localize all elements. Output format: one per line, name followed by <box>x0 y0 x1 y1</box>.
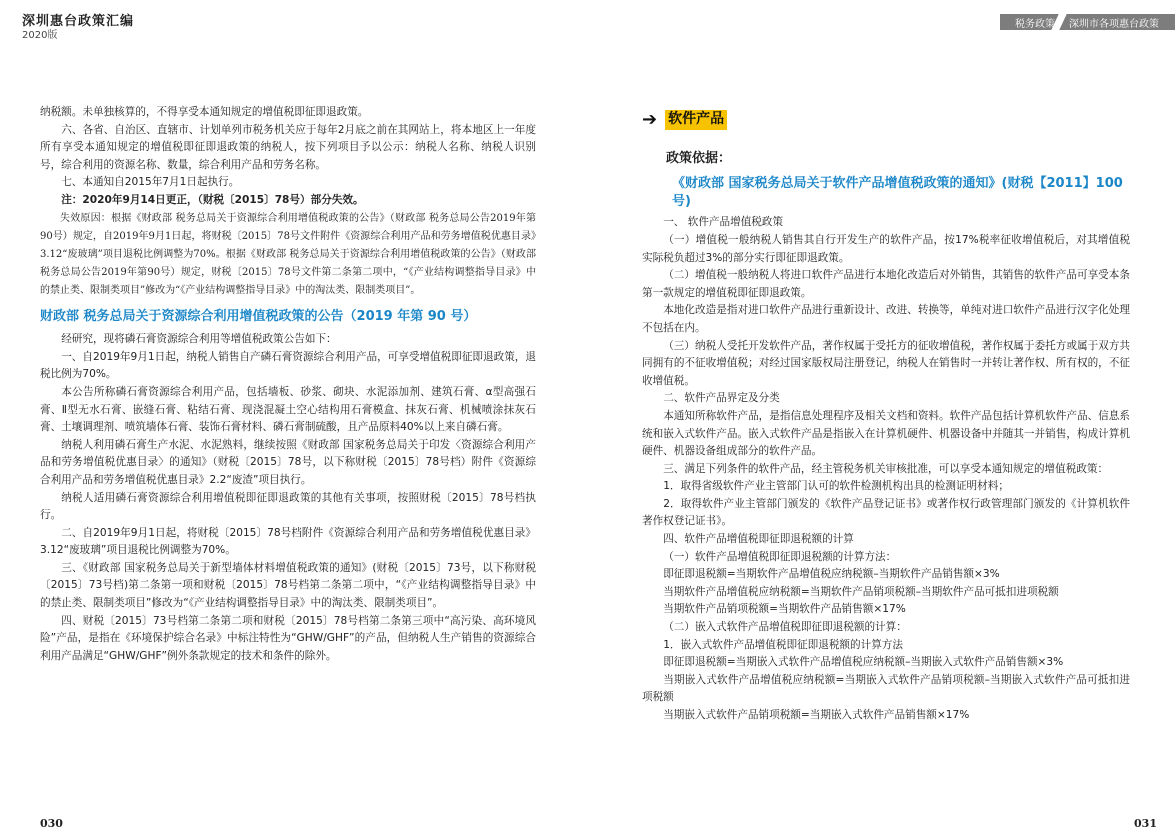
paragraph: （一）软件产品增值税即征即退税额的计算方法： <box>663 550 897 563</box>
paragraph: 纳税额。未单独核算的，不得享受本通知规定的增值税即征即退政策。 <box>40 106 369 118</box>
paragraph: 二、软件产品界定及分类 <box>663 392 780 405</box>
paragraph: 纳税人利用磷石膏生产水泥、水泥熟料，继续按照《财政部 国家税务总局关于印发〈资源综合利用产品和劳务增值税优惠目录〉的通知》（财税〔2015〕78号，以下称财税〔2015〕78号档）附件《资源综合利用产品和劳务增值税优惠目录》2.2“废渣”项目执行。 <box>40 438 536 486</box>
paragraph: 本地化改造是指对进口软件产品进行重新设计、改进、转换等，单纯对进口软件产品进行汉字化处理不包括在内。 <box>642 304 1130 334</box>
paragraph: 纳税人适用磷石膏资源综合利用增值税即征即退政策的其他有关事项，按照财税〔2015〕78号档执行。 <box>40 491 536 522</box>
paragraph: 三、满足下列条件的软件产品，经主管税务机关审核批准，可以享受本通知规定的增值税政策： <box>663 462 1109 475</box>
paragraph: 当期嵌入式软件产品增值税应纳税额=当期嵌入式软件产品销项税额–当期嵌入式软件产品可抵扣进项税额 <box>642 673 1130 704</box>
paragraph: 当期软件产品增值税应纳税额=当期软件产品销项税额–当期软件产品可抵扣进项税额 <box>663 585 1059 598</box>
paragraph: 本公告所称磷石膏资源综合利用产品，包括墙板、砂浆、砌块、水泥添加剂、建筑石膏、α型高强石膏、Ⅱ型无水石膏、嵌缝石膏、粘结石膏、现浇混凝土空心结构用石膏模盒、抹灰石膏、机械喷涂抹灰石膏、土壤调理剂、喷筑墙体石膏、装饰石膏材料、磷石膏制硫酸，且产品原料40%以上来自磷石膏。 <box>40 385 536 434</box>
paragraph: 1．嵌入式软件产品增值税即征即退税额的计算方法 <box>663 638 903 651</box>
paragraph: 当期嵌入式软件产品销项税额=当期嵌入式软件产品销售额×17% <box>663 709 970 721</box>
paragraph: 当期软件产品销项税额=当期软件产品销售额×17% <box>663 603 906 616</box>
paragraph: 即征即退税额=当期软件产品增值税应纳税额–当期软件产品销售额×3% <box>663 568 1000 581</box>
publication-year: 2020版 <box>22 30 58 41</box>
page-number-right: 031 <box>1134 817 1157 830</box>
paragraph: 四、软件产品增值税即征即退税额的计算 <box>663 533 854 546</box>
section-title-2019-90: 财政部 税务总局关于资源综合利用增值税政策的公告（2019 年第 90 号） <box>40 308 477 324</box>
paragraph: 七、本通知自2015年7月1日起执行。 <box>61 176 240 189</box>
paragraph: （二）嵌入式软件产品增值税即征即退税额的计算： <box>663 621 907 634</box>
paragraph: （二）增值税一般纳税人将进口软件产品进行本地化改造后对外销售，其销售的软件产品可享受本条第一款规定的增值税即征即退政策。 <box>642 269 1130 299</box>
paragraph: 即征即退税额=当期嵌入式软件产品增值税应纳税额–当期嵌入式软件产品销售额×3% <box>663 656 1064 669</box>
paragraph: 一、 软件产品增值税政策 <box>663 216 784 229</box>
paragraph: 注：2020年9月14日更正，（财税〔2015〕78号）部分失效。 <box>61 193 364 206</box>
policy-basis-label: 政策依据： <box>666 150 732 166</box>
paragraph: 1．取得省级软件产业主管部门认可的软件检测机构出具的检测证明材料； <box>663 480 1009 493</box>
paragraph: 四、财税〔2015〕73号档第二条第二项和财税〔2015〕78号档第二条第三项中“高污染、高环境风险”产品，是指在《环境保护综合名录》中标注特性为“GHW/GHF”的产品，但纳税人生产销售的资源综合利用产品满足“GHW/GHF”例外条款规定的技术和条件的除外。 <box>40 614 536 662</box>
paragraph: 六、各省、自治区、直辖市、计划单列市税务机关应于每年2月底之前在其网站上，将本地区上一年度所有享受本通知规定的增值税即征即退政策的纳税人，按下列项目予以公示：纳税人名称、纳税人识别号，综合利用的资源名称、数量，综合利用产品和劳务名称。 <box>40 123 536 171</box>
paragraph: 一、自2019年9月1日起，纳税人销售自产磷石膏资源综合利用产品，可享受增值税即征即退政策，退税比例为70%。 <box>40 350 536 381</box>
paragraph: 经研究，现将磷石膏资源综合利用等增值税政策公告如下： <box>61 333 337 346</box>
paragraph: 本通知所称软件产品，是指信息处理程序及相关文档和资料。软件产品包括计算机软件产品、信息系统和嵌入式软件产品。嵌入式软件产品是指嵌入在计算机硬件、机器设备中并随其一并销售，构成计算机硬件、机器设备组成部分的软件产品。 <box>642 409 1130 458</box>
right-page-body <box>642 110 1130 725</box>
arrow-right-icon: ➔ <box>642 109 658 130</box>
section-title-2011-100: 《财政部 国家税务总局关于软件产品增值税政策的通知》(财税【2011】100号) <box>672 176 1123 209</box>
paragraph: 2．取得软件产业主管部门颁发的《软件产品登记证书》或著作权行政管理部门颁发的《计算机软件著作权登记证书》。 <box>642 497 1130 528</box>
left-page-body <box>40 104 536 665</box>
paragraph: （一）增值税一般纳税人销售其自行开发生产的软件产品，按17%税率征收增值税后，对其增值税实际税负超过3%的部分实行即征即退政策。 <box>642 233 1130 264</box>
paragraph: （三）纳税人受托开发软件产品，著作权属于受托方的征收增值税，著作权属于委托方或属于双方共同拥有的不征收增值税；对经过国家版权局注册登记，纳税人在销售时一并转让著作权、所有权的，不征收增值税。 <box>642 339 1130 387</box>
software-product-heading <box>642 110 1130 130</box>
heading-label: 软件产品 <box>665 110 727 130</box>
publication-title: 深圳惠台政策汇编 <box>22 14 135 29</box>
tab-region-policies: 深圳市各项惠台政策 <box>1069 19 1159 30</box>
page-number-left: 030 <box>40 817 63 830</box>
paragraph: 三、《财政部 国家税务总局关于新型墙体材料增值税政策的通知》(财税〔2015〕73号，以下称财税〔2015〕73号档)第二条第一项和财税〔2015〕78号档第二条第二项中，“《产业结构调整指导目录》中的禁止类、限制类项目”修改为“《产业结构调整指导目录》中的淘汰类、限制类项目”。 <box>40 561 536 610</box>
paragraph: 二、自2019年9月1日起，将财税〔2015〕78号档附件《资源综合利用产品和劳务增值税优惠目录》3.12“废玻璃”项目退税比例调整为70%。 <box>40 526 536 557</box>
tab-tax-policy: 税务政策 <box>1015 19 1055 30</box>
paragraph: 失效原因：根据《财政部 税务总局关于资源综合利用增值税政策的公告》（财政部 税务总局公告2019年第90号）规定，自2019年9月1日起，将财税〔2015〕78号文件附件《资源综合利用产品和劳务增值税优惠目录》3.12“废玻璃”项目退税比例调整为70%。根据《财政部 税务总局关于资源综合利用增值税政策的公告》（财政部 税务总局公告2019年第90号）规定，财税〔2015〕78号文件第二条第二项中，“《产业结构调整指导目录》中的禁止类、限制类项目”修改为“《产业结构调整指导目录》中的淘汰类、限制类项目”。 <box>40 212 536 296</box>
